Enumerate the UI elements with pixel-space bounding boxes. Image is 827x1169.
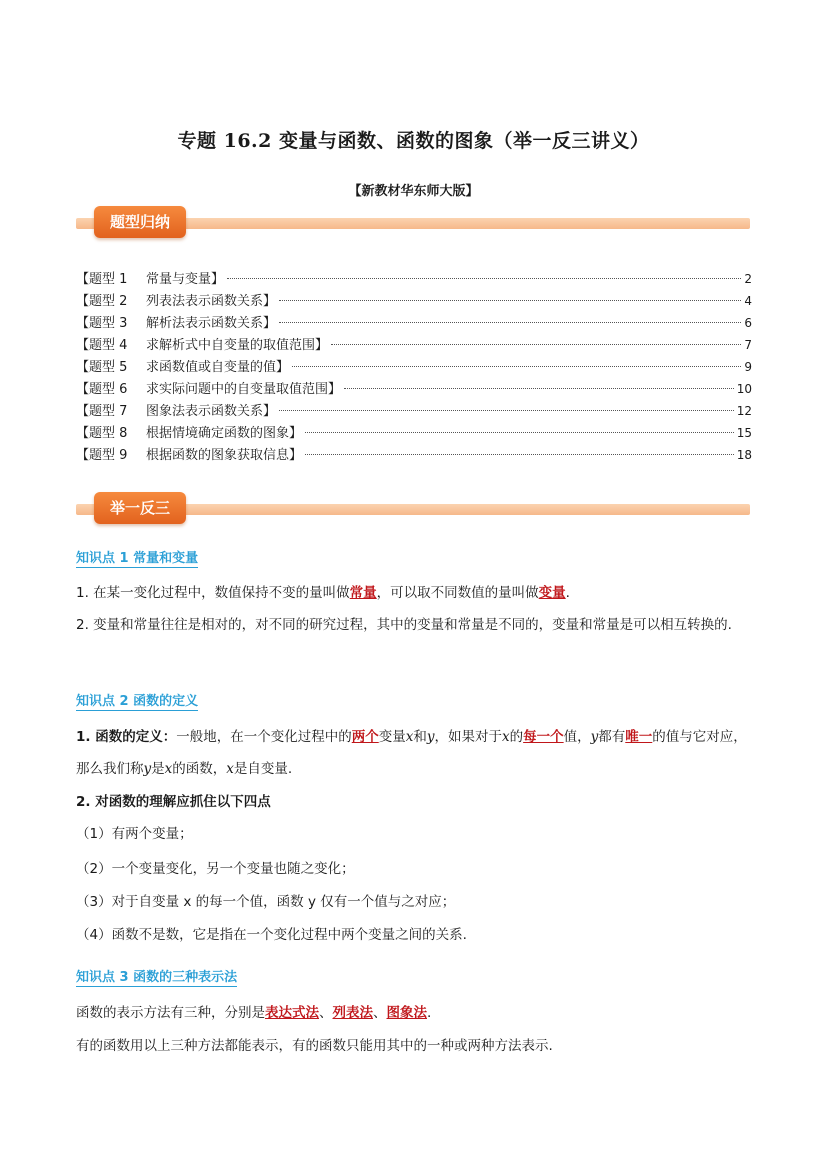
text: 、 [319,1005,333,1021]
text: 都有 [598,729,626,745]
var-x: x [164,761,173,777]
highlight-unique: 唯一 [625,729,653,745]
knowledge-point-2-heading: 知识点 2 函数的定义 [76,690,198,711]
highlight-table-method: 列表法 [332,1005,373,1021]
kp2-definition [76,721,756,785]
toc-item[interactable] [76,268,752,290]
toc-item-text: 求函数值或自变量的值】 [146,360,290,375]
main-banner-label: 举一反三 [94,492,186,524]
kp2-point-3: （3）对于自变量 x 的每一个值，函数 y 仅有一个值与之对应； [76,894,456,910]
text: 变量 [378,729,406,745]
toc-leader-dots [331,344,741,345]
toc-item-tag: 【题型 7 [76,404,128,419]
toc-item-label [76,356,289,375]
kp3-paragraph-1 [76,997,756,1029]
toc-item-label [76,290,276,309]
toc-item-label [76,268,224,287]
toc-item-text: 解析法表示函数关系】 [146,316,277,331]
toc-item-label [76,378,341,397]
highlight-constant: 常量 [349,585,377,601]
toc-item-label [76,312,276,331]
toc-item-text: 根据情境确定函数的图象】 [146,426,303,441]
text: . [565,585,570,601]
highlight-every: 每一个 [523,729,564,745]
toc-item-label [76,400,276,419]
toc-item-label [76,444,302,463]
text: 的函数， [172,761,227,777]
kp2-sub-heading: 2. 对函数的理解应抓住以下四点 [76,794,271,810]
knowledge-point-3-heading: 知识点 3 函数的三种表示法 [76,966,237,987]
toc-item-page: 7 [744,338,752,352]
toc-leader-dots [227,278,741,279]
toc-item-label [76,422,302,441]
toc-item-text: 图象法表示函数关系】 [146,404,277,419]
toc-item[interactable] [76,334,752,356]
kp3-paragraph-2: 有的函数用以上三种方法都能表示，有的函数只能用其中的一种或两种方法表示. [76,1038,553,1054]
kp1-paragraph-2: 2. 变量和常量往往是相对的，对不同的研究过程，其中的变量和常量是不同的，变量和常量是可以相互转换的. [76,617,732,633]
toc-leader-dots [305,454,734,455]
toc-item-page: 12 [736,404,752,418]
kp1-paragraph-1 [76,577,756,609]
toc-item-page: 10 [736,382,752,396]
var-y: y [143,761,152,777]
toc-item-tag: 【题型 5 [76,360,128,375]
toc-item-page: 4 [744,294,752,308]
toc-item-page: 15 [736,426,752,440]
text: 值， [563,729,591,745]
knowledge-point-1-heading: 知识点 1 常量和变量 [76,547,198,568]
toc-item-page: 6 [744,316,752,330]
toc-leader-dots [344,388,734,389]
table-of-contents [76,268,752,466]
toc-item-text: 列表法表示函数关系】 [146,294,277,309]
toc-item-tag: 【题型 8 [76,426,128,441]
var-y: y [590,729,599,745]
highlight-expression-method: 表达式法 [265,1005,319,1021]
toc-item[interactable] [76,400,752,422]
main-banner [76,492,750,526]
toc-item-tag: 【题型 4 [76,338,128,353]
highlight-variable: 变量 [538,585,566,601]
toc-item-tag: 【题型 2 [76,294,128,309]
text: 的值与它对应，那么我们称 [76,729,747,777]
toc-banner-label: 题型归纳 [94,206,186,238]
definition-label: 1. 函数的定义： [76,729,177,745]
var-x: x [405,729,414,745]
toc-item-tag: 【题型 6 [76,382,128,397]
text: 1. 在某一变化过程中，数值保持不变的量叫做 [76,585,350,601]
text: 和 [413,729,427,745]
highlight-two: 两个 [351,729,379,745]
text: ，如果对于 [434,729,502,745]
text: 函数的表示方法有三种，分别是 [76,1005,265,1021]
page-title: 专题 16.2 变量与函数、函数的图象（举一反三讲义） [177,130,650,152]
text: 一般地，在一个变化过程中的 [176,729,352,745]
toc-item-text: 根据函数的图象获取信息】 [146,448,303,463]
toc-item-page: 2 [744,272,752,286]
toc-leader-dots [279,300,741,301]
var-y: y [426,729,435,745]
kp2-point-2: （2）一个变量变化，另一个变量也随之变化； [76,861,355,877]
toc-item[interactable] [76,444,752,466]
text: 是自变量. [233,761,293,777]
toc-item[interactable] [76,422,752,444]
toc-item-page: 9 [744,360,752,374]
text: 的 [509,729,524,745]
text: 、 [373,1005,387,1021]
toc-leader-dots [279,410,734,411]
toc-leader-dots [279,322,741,323]
toc-item[interactable] [76,312,752,334]
toc-item-tag: 【题型 9 [76,448,128,463]
var-x: x [502,729,510,745]
text: ，可以取不同数值的量叫做 [376,585,539,601]
toc-item-text: 常量与变量】 [146,272,225,287]
text: 是 [151,761,165,777]
toc-item-text: 求解析式中自变量的取值范围】 [146,338,329,353]
toc-item[interactable] [76,356,752,378]
highlight-graph-method: 图象法 [386,1005,427,1021]
toc-item-text: 求实际问题中的自变量取值范围】 [146,382,342,397]
toc-item-label [76,334,328,353]
toc-item-page: 18 [736,448,752,462]
toc-banner [76,206,750,240]
page-subtitle: 【新教材华东师大版】 [348,184,479,199]
kp2-point-1: （1）有两个变量； [76,826,193,842]
toc-item-tag: 【题型 1 [76,272,128,287]
toc-leader-dots [305,432,734,433]
text: . [427,1005,432,1021]
toc-item-tag: 【题型 3 [76,316,128,331]
toc-item[interactable] [76,290,752,312]
toc-leader-dots [292,366,741,367]
var-x: x [226,761,234,777]
kp2-point-4: （4）函数不是数，它是指在一个变化过程中两个变量之间的关系. [76,927,467,943]
toc-item[interactable] [76,378,752,400]
